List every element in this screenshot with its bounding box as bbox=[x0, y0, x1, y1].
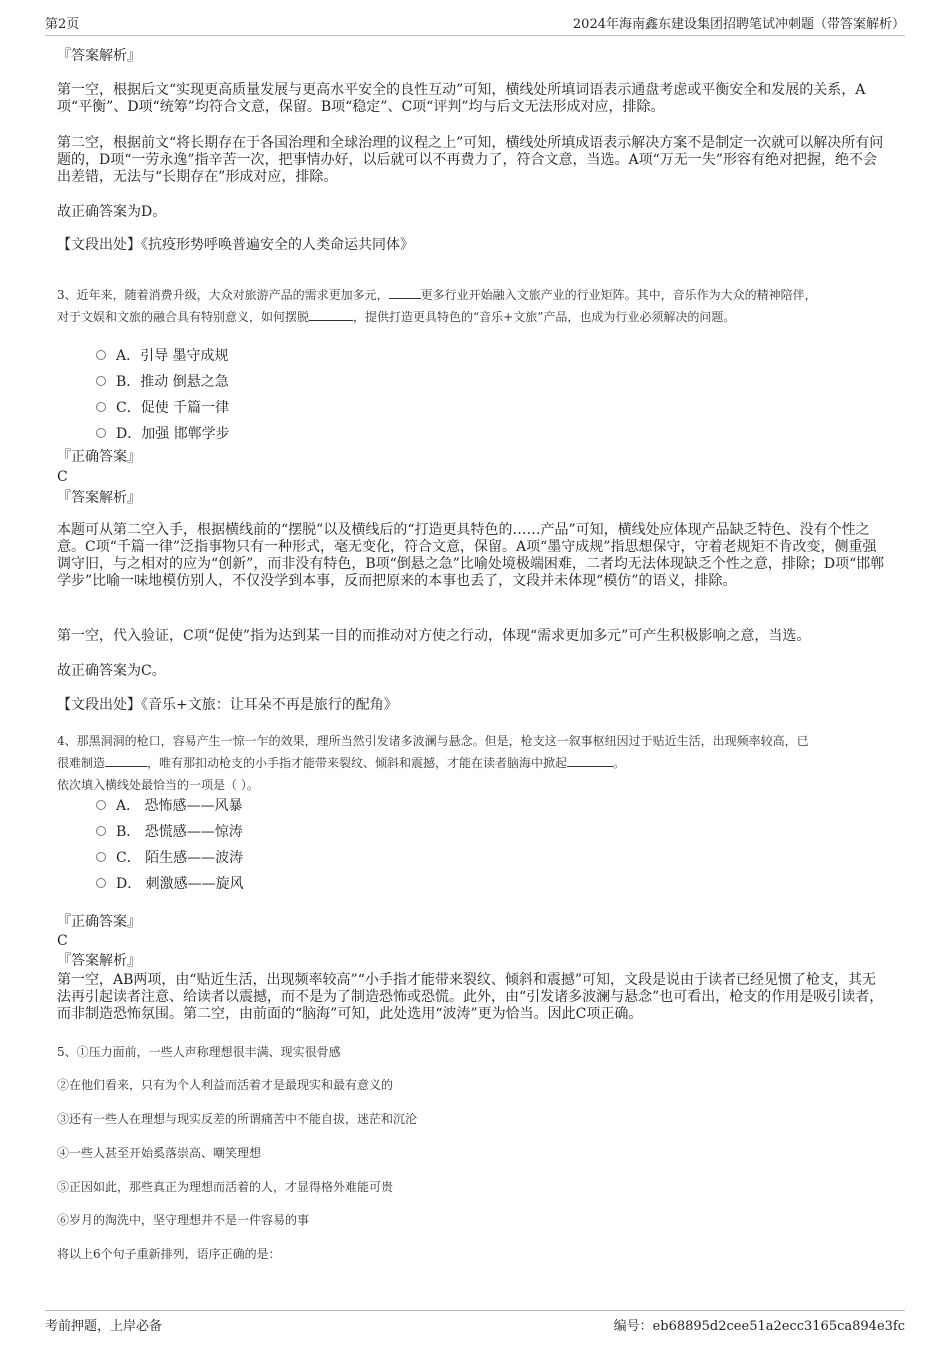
q4-option-c[interactable] bbox=[96, 847, 243, 867]
q3-conclusion: 故正确答案为C。 bbox=[57, 663, 166, 679]
q5-sentence-1: 5、①压力面前，一些人声称理想很丰满、现实很骨感 bbox=[57, 1045, 341, 1059]
q4-stem bbox=[57, 730, 890, 796]
q5-sentence-2: ②在他们看来，只有为个人利益而活着才是最现实和最有意义的 bbox=[57, 1078, 394, 1092]
option-label: C． 陌生感——波涛 bbox=[116, 850, 244, 866]
q3-analysis-p2: 第一空，代入验证，C项“促使”指为达到某一目的而推动对方使之行动，体现“需求更加多元”可产生积极影响之意，当选。 bbox=[57, 628, 811, 644]
radio-icon[interactable] bbox=[96, 376, 106, 386]
page-footer bbox=[45, 1310, 905, 1337]
radio-icon[interactable] bbox=[96, 800, 106, 810]
q3-stem bbox=[57, 284, 890, 328]
radio-icon[interactable] bbox=[96, 402, 106, 412]
footer-slogan: 考前押题，上岸必备 bbox=[45, 1319, 163, 1334]
q4-correct-label: 『正确答案』 bbox=[57, 914, 141, 930]
option-label: D． 刺激感——旋风 bbox=[116, 876, 244, 892]
q4-stem-part: ，唯有那扣动枪支的小手指才能带来裂纹、倾斜和震撼，才能在读者脑海中掀起 bbox=[147, 756, 568, 770]
option-label: B．推动 倒悬之急 bbox=[116, 374, 229, 390]
q4-option-d[interactable] bbox=[96, 873, 244, 893]
option-label: A．引导 墨守成规 bbox=[116, 348, 229, 364]
q3-option-c[interactable] bbox=[96, 397, 229, 417]
blank-line bbox=[309, 308, 353, 321]
q4-stem-part: 4、那黑洞洞的枪口，容易产生一惊一乍的效果，理所当然引发诸多波澜与悬念。但是，枪支这一叙事枢纽因过于贴近生活，出现频率较高，已 bbox=[57, 734, 809, 748]
q4-analysis-p1: 第一空，AB两项，由“贴近生活，出现频率较高”“小手指才能带来裂纹、倾斜和震撼”可知，文段是说由于读者已经见惯了枪支，其无法再引起读者注意、给读者以震撼，而不是为了制造恐怖或恐慌。此外，由“引发诸多波澜与悬念”也可看出，枪支的作用是吸引读者，而非制造恐怖氛围。第二空，由前面的“脑海”可知，此处选用“波涛”更为恰当。因此C项正确。 bbox=[57, 972, 884, 1022]
page-header bbox=[45, 10, 905, 36]
blank-line bbox=[105, 754, 147, 767]
radio-icon[interactable] bbox=[96, 826, 106, 836]
radio-icon[interactable] bbox=[96, 350, 106, 360]
q5-sentence-5: ⑤正因如此，那些真正为理想而活着的人，才显得格外难能可贵 bbox=[57, 1180, 394, 1194]
q3-stem-part: 对于文娱和文旅的融合具有特别意义，如何摆脱 bbox=[57, 310, 310, 324]
q3-analysis-label: 『答案解析』 bbox=[57, 490, 141, 506]
q3-stem-part: 更多行业开始融入文旅产业的行业矩阵。其中，音乐作为大众的精神陪伴， bbox=[420, 288, 817, 302]
q3-option-d[interactable] bbox=[96, 423, 230, 443]
q2-analysis-p1: 第一空，根据后文“实现更高质量发展与更高水平安全的良性互动”可知，横线处所填词语表示通盘考虑或平衡安全和发展的关系，A项“平衡”、D项“统筹”均符合文意，保留。B项“稳定”、C项“评判”均与后文无法形成对应，排除。 bbox=[57, 82, 866, 115]
radio-icon[interactable] bbox=[96, 428, 106, 438]
doc-title: 2024年海南鑫东建设集团招聘笔试冲刺题（带答案解析） bbox=[572, 17, 905, 32]
q3-analysis-p1: 本题可从第二空入手，根据横线前的“摆脱”以及横线后的“打造更具特色的……产品”可知，横线处应体现产品缺乏特色、没有个性之意。C项“千篇一律”泛指事物只有一种形式，毫无变化，符合文意，保留。A项“墨守成规”指思想保守，守着老规矩不肯改变，侧重强调守旧，与之相对的应为“创新”，而非没有特色，B项“倒悬之急”比喻处境极端困难，二者均无法体现缺乏个性之意，排除；D项“邯郸学步”比喻一味地模仿别人，不仅没学到本事，反而把原来的本事也丢了，文段并未体现“模仿”的语义，排除。 bbox=[57, 522, 885, 589]
footer-doc-id: 编号：eb68895d2cee51a2ecc3165ca894e3fc bbox=[613, 1319, 905, 1334]
option-label: B． 恐慌感——惊涛 bbox=[116, 824, 243, 840]
q3-stem-part: ，提供打造更具特色的“音乐+文旅”产品，也成为行业必须解决的问题。 bbox=[353, 310, 736, 324]
page-number: 第2页 bbox=[45, 17, 80, 32]
q4-correct-answer: C bbox=[57, 933, 68, 949]
q5-sentence-4: ④一些人甚至开始奚落崇高、嘲笑理想 bbox=[57, 1146, 262, 1160]
q2-analysis-p2: 第二空，根据前文“将长期存在于各国治理和全球治理的议程之上”可知，横线处所填成语表示解决方案不是制定一次就可以解决所有问题的，D项“一劳永逸”指辛苦一次，把事情办好，以后就可以不再费力了，符合文意，当选。A项“万无一失”形容有绝对把握，绝不会出差错，无法与“长期存在”形成对应，排除。 bbox=[57, 135, 884, 185]
q5-sentence-3: ③还有一些人在理想与现实反差的所谓痛苦中不能自拔，迷茫和沉沦 bbox=[57, 1112, 418, 1126]
option-label: A． 恐怖感——风暴 bbox=[116, 798, 243, 814]
blank-line bbox=[389, 286, 421, 299]
radio-icon[interactable] bbox=[96, 852, 106, 862]
q2-source: 【文段出处】《抗疫形势呼唤普遍安全的人类命运共同体》 bbox=[57, 237, 414, 253]
q3-correct-answer: C bbox=[57, 469, 68, 485]
q4-stem-part: 很难制造 bbox=[57, 756, 106, 770]
option-label: C．促使 千篇一律 bbox=[116, 400, 230, 416]
q3-source: 【文段出处】《音乐+文旅：让耳朵不再是旅行的配角》 bbox=[57, 697, 398, 713]
option-label: D．加强 邯郸学步 bbox=[116, 426, 230, 442]
q4-stem-part: 。 bbox=[613, 756, 626, 770]
q5-sentence-6: ⑥岁月的淘洗中，坚守理想并不是一件容易的事 bbox=[57, 1213, 310, 1227]
q4-option-b[interactable] bbox=[96, 821, 243, 841]
q4-option-a[interactable] bbox=[96, 795, 243, 815]
q2-analysis-label: 『答案解析』 bbox=[57, 48, 141, 64]
q3-correct-label: 『正确答案』 bbox=[57, 449, 141, 465]
q4-analysis-label: 『答案解析』 bbox=[57, 953, 141, 969]
q4-stem-part: 依次填入横线处最恰当的一项是（ ）。 bbox=[57, 778, 259, 792]
blank-line bbox=[567, 754, 613, 767]
q3-option-a[interactable] bbox=[96, 345, 229, 365]
radio-icon[interactable] bbox=[96, 878, 106, 888]
q5-prompt: 将以上6个句子重新排列，语序正确的是： bbox=[57, 1247, 281, 1261]
q3-option-b[interactable] bbox=[96, 371, 229, 391]
q3-stem-part: 3、近年来，随着消费升级，大众对旅游产品的需求更加多元， bbox=[57, 288, 389, 302]
q2-conclusion: 故正确答案为D。 bbox=[57, 204, 167, 220]
